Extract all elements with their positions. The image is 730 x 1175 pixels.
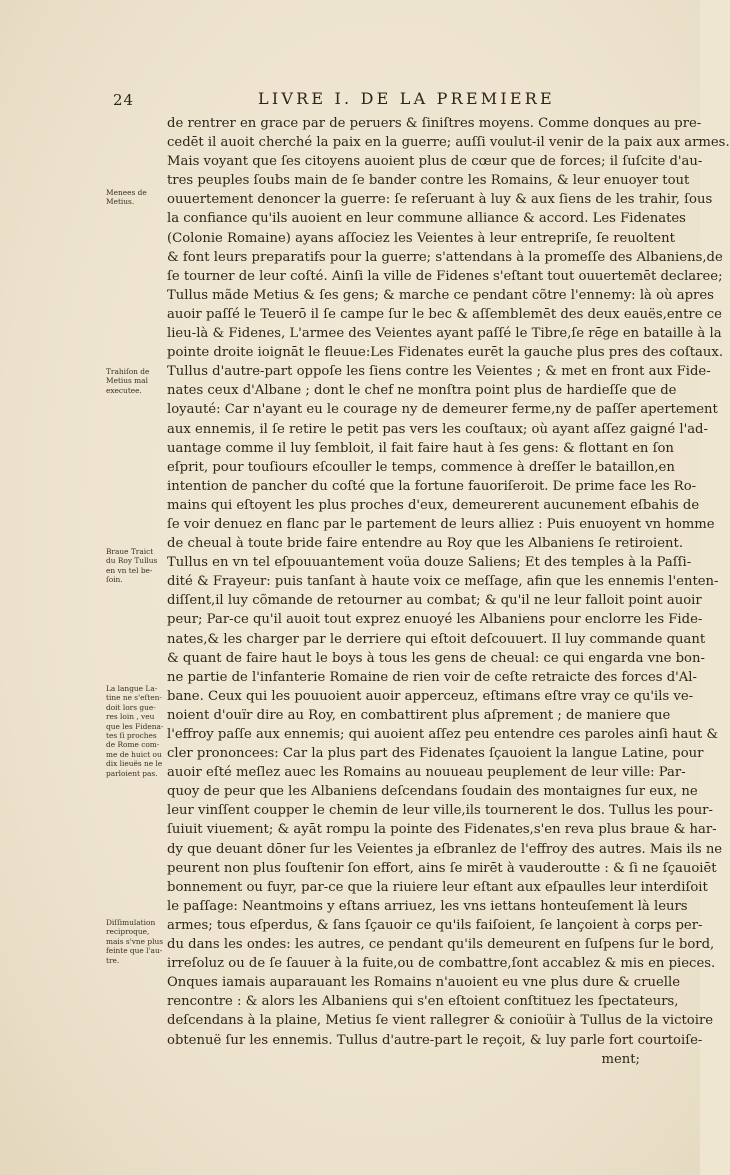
page-number: 24: [113, 91, 135, 109]
text-line: peurent non plus ſouſtenir ſon effort, ains ſe mirēt à vauderoutte : & ſi ne ſçauoiēt: [167, 860, 717, 876]
marginal-note-line: ſoin.: [106, 575, 123, 585]
text-line: bonnement ou fuyr, par-ce que la riuiere leur eſtant aux eſpaulles leur interdiſoit: [167, 879, 708, 895]
text-line: irreſoluz ou de ſe ſauuer à la fuite,ou de combattre,ſont accablez & mis en pieces.: [167, 956, 716, 972]
text-line: tres peuples ſoubs main de ſe bander contre les Romains, & leur enuoyer tout: [167, 173, 690, 189]
marginal-note-line: Trahiſon de: [106, 367, 150, 376]
text-line: ſuiuit viuement; & ayāt rompu la pointe des Fidenates,s'en reva plus braue & har-: [167, 822, 717, 838]
text-line: ment;: [601, 1051, 640, 1067]
text-line: aux ennemis, il ſe retire le petit pas vers les couſtaux; où ayant aſſez gaigné l'ad-: [167, 421, 708, 437]
marginal-note-line: Braue Traict: [106, 547, 154, 556]
text-line: cler prononcees: Car la plus part des Fidenates ſçauoient la langue Latine, pour: [167, 746, 704, 762]
text-line: la confiance qu'ils auoient en leur commune alliance & accord. Les Fidenates: [167, 211, 686, 227]
marginal-note-line: de Rome com-: [106, 740, 160, 750]
text-line: le paſſage: Neantmoins y eſtans arriuez, les vns iettans honteuſement là leurs: [167, 898, 688, 914]
running-head: LIVRE I. DE LA PREMIERE: [258, 89, 555, 108]
text-line: & quant de faire haut le boys à tous les gens de cheual: ce qui engarda vne bon-: [167, 650, 705, 666]
text-line: Tullus d'autre-part oppoſe les ſiens contre les Veientes ; & met en front aux Fide-: [167, 364, 711, 380]
marginal-note-line: Metius.: [106, 197, 135, 207]
marginal-note-line: dix lieuës ne le: [106, 759, 163, 769]
text-line: & font leurs preparatifs pour la guerre; s'attendans à la promeſſe des Albaniens,de: [167, 249, 723, 265]
marginal-note-langue-latine: [106, 684, 164, 778]
text-line: auoir eſté meſlez auec les Romains au nouueau peuplement de leur ville: Par-: [167, 765, 686, 781]
text-line: leur vinſſent coupper le chemin de leur ville,ils tournerent le dos. Tullus les pour-: [167, 803, 713, 819]
marginal-note-line: du Roy Tullus: [106, 556, 158, 566]
text-line: diſſent,il luy cõmande de retourner au combat; & qu'il ne leur falloit point auoir: [167, 593, 702, 609]
marginal-note-menees: [106, 188, 164, 207]
marginal-note-line: reciproque,: [106, 927, 150, 937]
text-line: lieu-là & Fidenes, L'armee des Veientes ayant paſſé le Tibre,ſe rēge en bataille à la: [167, 326, 722, 342]
text-line: quoy de peur que les Albaniens deſcendans ſoudain des montaignes ſur eux, ne: [167, 784, 698, 800]
body-text-block: [167, 114, 730, 1069]
text-line: mains qui eſtoyent les plus proches d'eux, demeurerent aucunement eſbahis de: [167, 497, 700, 513]
marginal-note-line: tes ſi proches: [106, 731, 157, 741]
text-line: loyauté: Car n'ayant eu le courage ny de demeurer ferme,ny de paſſer apertement: [167, 402, 718, 418]
marginal-note-line: en vn tel be-: [106, 565, 153, 575]
text-line: uantage comme il luy ſembloit, il fait faire haut à ſes gens: & flottant en ſon: [167, 440, 674, 456]
text-line: pointe droite ioignāt le fleuue:Les Fidenates eurēt la gauche plus pres des coſtaux.: [167, 345, 724, 361]
marginal-note-line: doit lors gue-: [106, 702, 156, 712]
text-line: l'effroy paſſe aux ennemis; qui auoient aſſez peu entendre ces paroles ainſi haut &: [167, 727, 719, 742]
text-line: nates ceux d'Albane ; dont le chef ne monſtra point plus de hardieſſe que de: [167, 383, 677, 399]
text-line: bane. Ceux qui les pouuoient auoir apperceuz, eſtimans eſtre vray ce qu'ils ve-: [167, 688, 694, 704]
marginal-note-line: Metius mal: [106, 376, 148, 386]
text-line: peur; Par-ce qu'il auoit tout exprez enuoyé les Albaniens pour enclorre les Fide-: [167, 612, 703, 628]
text-line: ſe tourner de leur coſté. Ainſi la ville de Fidenes s'eſtant tout ouuertemēt declaree;: [167, 268, 723, 284]
text-line: Tullus mãde Metius & ſes gens; & marche ce pendant cõtre l'ennemy: là où apres: [167, 287, 714, 303]
text-line: rencontre : & alors les Albaniens qui s'en eſtoient conſtituez les ſpectateurs,: [167, 994, 679, 1010]
text-line: auoir paſſé le Teuerō il ſe campe ſur le bec & aſſemblemēt des deux eauës,entre ce: [167, 306, 722, 322]
marginal-note-line: que les Fidena-: [106, 721, 164, 731]
marginal-note-trahison: [106, 367, 164, 395]
marginal-note-line: parloient pas.: [106, 768, 158, 778]
marginal-note-dissimulation: [106, 918, 164, 965]
marginal-note-line: tine ne s'eſten-: [106, 693, 162, 703]
text-line: ſe voir denuez en flanc par le partement de leurs alliez : Puis enuoyent vn homme: [167, 516, 715, 532]
text-line: armes; tous eſperdus, & ſans ſçauoir ce qu'ils faiſoient, ſe lançoient à corps per-: [167, 917, 703, 933]
text-line: intention de pancher du coſté que la fortune fauoriſeroit. De prime face les Ro-: [167, 478, 697, 494]
text-line: dy que deuant dōner ſur les Veientes ja eſbranlez de l'effroy des autres. Mais ils ne: [167, 841, 723, 857]
text-line: Onques iamais auparauant les Romains n'auoient eu vne plus dure & cruelle: [167, 975, 681, 991]
marginal-note-line: Menees de: [106, 188, 147, 197]
marginal-note-braue-traict: [106, 547, 164, 585]
text-line: (Colonie Romaine) ayans aſſociez les Veientes à leur entrepriſe, ſe reuoltent: [167, 230, 675, 246]
text-line: de cheual à toute bride faire entendre au Roy que les Albaniens ſe retiroient.: [167, 536, 684, 552]
text-line: nates,& les charger par le derriere qui eſtoit deſcouuert. Il luy commande quant: [167, 631, 706, 647]
marginal-note-line: feinte que l'au-: [106, 946, 163, 956]
text-line: deſcendans à la plaine, Metius ſe vient rallegrer & conioüir à Tullus de la victoire: [167, 1013, 714, 1029]
marginal-note-line: executee.: [106, 385, 142, 395]
marginal-note-line: Diſſimulation: [106, 918, 156, 927]
text-line: du dans les ondes: les autres, ce pendant qu'ils demeurent en ſuſpens ſur le bord,: [167, 937, 715, 953]
marginal-note-line: res loin , veu: [106, 712, 155, 722]
text-line: cedēt il auoit cherché la paix en la guerre; auſſi voulut-il venir de la paix aux armes.: [167, 135, 730, 151]
text-line: ne partie de l'infanterie Romaine de rien voir de ceſte retraicte des forces d'Al-: [167, 669, 697, 685]
marginal-note-line: me de huict ou: [106, 749, 162, 759]
text-line: eſprit, pour touſiours eſcouller le temps, commence à dreſſer le bataillon,en: [167, 459, 675, 475]
text-line: Mais voyant que ſes citoyens auoient plus de cœur que de forces; il ſuſcite d'au-: [167, 154, 703, 170]
text-line: de rentrer en grace par de peruers & ſiniſtres moyens. Comme donques au pre-: [167, 116, 702, 131]
text-line: obtenuë ſur les ennemis. Tullus d'autre-part le reçoit, & luy parle fort courtoiſe-: [167, 1032, 703, 1048]
text-line: noient d'ouïr dire au Roy, en combattirent plus aſprement ; de maniere que: [167, 707, 671, 723]
marginal-note-line: La langue La-: [106, 684, 158, 693]
text-line: Tullus en vn tel eſpouuantement voüa douze Saliens; Et des temples à la Paſſi-: [167, 555, 692, 571]
text-line: ouuertement denoncer la guerre: ſe reſeruant à luy & aux ſiens de les trahir, ſous: [167, 192, 713, 208]
marginal-note-line: tre.: [106, 955, 120, 965]
text-line: dité & Frayeur: puis tanſant à haute voix ce meſſage, afin que les ennemis l'enten-: [167, 574, 719, 590]
marginal-note-line: mais s'vne plus: [106, 936, 164, 946]
